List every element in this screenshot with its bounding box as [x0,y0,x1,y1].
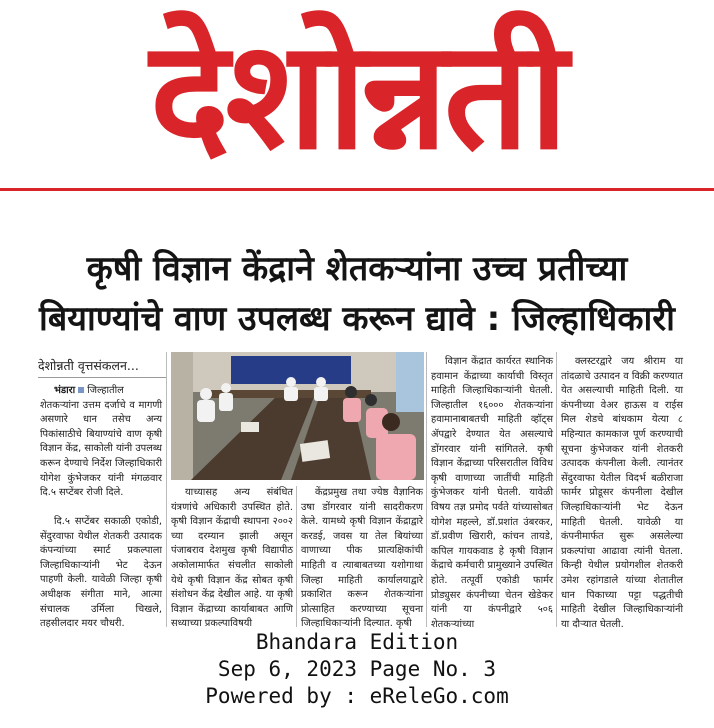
headline-line-1: कृषी विज्ञान केंद्राने शेतकऱ्यांना उच्च प्रतीच्या [86,249,628,289]
bullet-square-icon [78,387,84,393]
edition-date-page: Sep 6, 2023 Page No. 3 [217,657,497,681]
article-column-1 [40,384,162,501]
byline: देशोन्नती वृत्तसंकलन... [38,358,139,373]
masthead [0,0,714,196]
headline-line-2: बियाण्यांचे वाण उपलब्ध करून द्यावे : जिल्हाधिकारी [39,299,675,339]
article-column-2 [171,486,293,632]
masthead-divider [0,188,714,191]
column-rule [296,486,297,627]
article-column-1-continued [40,515,162,632]
masthead-title: देशोन्नती [149,9,565,183]
column-rule [556,352,557,627]
column-1b-text: दि.५ सप्टेंबर सकाळी एकोडी, सेंदुरवाफा येथील शेतकरी उत्पादक कंपन्यांच्या स्मार्ट प्रकल्पाला जिल्हाधिकाऱ्यांनी भेट देऊन पाहणी केली. यावेळी जिल्हा कृषी अधीक्षक संगीता माने, आत्मा संचालक उर्मिला चिखले, तहसीलदार मयर चौधरी. [40,516,162,630]
edition-name: Bhandara Edition [255,630,459,654]
edition-powered-by: Powered by : eReleGo.com [205,684,509,708]
column-4-text: विज्ञान केंद्रात कार्यरत स्थानिक हवामान केंद्राच्या कार्याची विस्तृत माहिती जिल्हाधिकाऱ्यांनी घेतली. जिल्हातील १६००० शेतकऱ्यांना हवामानाबाबतची माहिती व्हॉट्स ॲपद्वारे देण्यात येत असल्याचे डोंगरवार यांनी सांगितले. कृषी विज्ञान केंद्राच्या परिसरातील विविध कृषी वाणाच्या जातींची माहिती कुंभेजकर यांनी घेतली. यावेळी विषय तज्ञ प्रमोद पर्वते यांच्यासोबत योगेश महल्ले, डॉ.प्रशांत उंबरकर, डॉ.प्रवीण खिरारी, कांचन तायडे, कपिल गायकवाड हे कृषी विज्ञान केंद्राचे कर्मचारी प्रामुख्याने उपस्थित होते. तत्पूर्वी एकोडी फार्मर प्रोड्युसर कंपनीच्या चेतन खेडेकर यांनी या कंपनीद्वारे ५०६ शेतकऱ्यांच्या [431,356,553,630]
article-column-3 [301,486,423,632]
byline-rule [38,377,166,378]
column-1-text: जिल्हातील शेतकऱ्यांना उत्तम दर्जाचे व मागणी असणारे धान तसेच अन्य पिकांसाठीचे बियाण्यांचे वाण कृषी विज्ञान केंद्र, साकोली यांनी उपलब्ध करून देण्याचे निर्देश जिल्हाधिकारी योगेश कुंभेजकर यांनी मंगळवार दि.५ सप्टेंबर रोजी दिले. [40,385,162,499]
article-column-5 [561,355,683,632]
column-rule [166,352,167,627]
column-5-text: क्लस्टरद्वारे जय श्रीराम या तांदळाचे उत्पादन व विक्री करण्यात येत असल्याची माहिती दिली. या कंपनीच्या वेअर हाऊस व राईस मिल शेडचे बांधकाम येत्या ८ महिन्यात कामकाज पूर्ण करण्याची सूचना कुंभेजकर यांनी शेतकरी उत्पादक कंपनीला केली. त्यानंतर सेंदुरवाफा येतील विदर्भ बळीराजा फार्मर प्रोडूसर कंपनीला देखील जिल्हाधिकाऱ्यांनी भेट देऊन माहिती घेतली. यावेळी या कंपनीमार्फत सुरू असलेल्या प्रकल्पांचा आढावा त्यांनी घेतला. किन्ही येथील प्रयोगशील शेतकरी उमेश रहांगडाले यांच्या शेतातील धान पिकाच्या पट्टा पद्धतीची माहिती देखील जिल्हाधिकाऱ्यांनी या दौऱ्यात घेतली. [561,356,683,630]
column-2-text: याच्यासह अन्य संबंधित यंत्रणांचे अधिकारी उपस्थित होते. कृषी विज्ञान केंद्राची स्थापना २००२ च्या दरम्यान झाली असून पंजाबराव देशमुख कृषी विद्यापीठ अकोलामार्फत संचलीत साकोली येथे कृषी विज्ञान केंद्र सोबत कृषी संशोधन केंद्र देखील आहे. या कृषी विज्ञान केंद्राच्या कार्याबाबत आणि सध्याच्या प्रकल्पाविषयी [171,487,293,630]
column-3-text: केंद्रप्रमुख तथा ज्येष्ठ वैज्ञानिक उषा डोंगरवार यांनी सादरीकरण केले. यामध्ये कृषी विज्ञान केंद्राद्वारे करडई, जवस या तेल बियांच्या वाणाच्या पीक प्रात्यक्षिकांची माहिती व त्याबाबतच्या यशोगाथा जिल्हा माहिती कार्यालयाद्वारे प्रकाशित करून शेतकऱ्यांना प्रोत्साहित करण्याच्या सूचना जिल्हाधिकाऱ्यांनी दिल्यात. कृषी [301,487,423,630]
dateline: भंडारा [54,385,76,396]
meeting-photo [171,352,424,480]
column-rule [426,352,427,627]
article-column-4 [431,355,553,632]
